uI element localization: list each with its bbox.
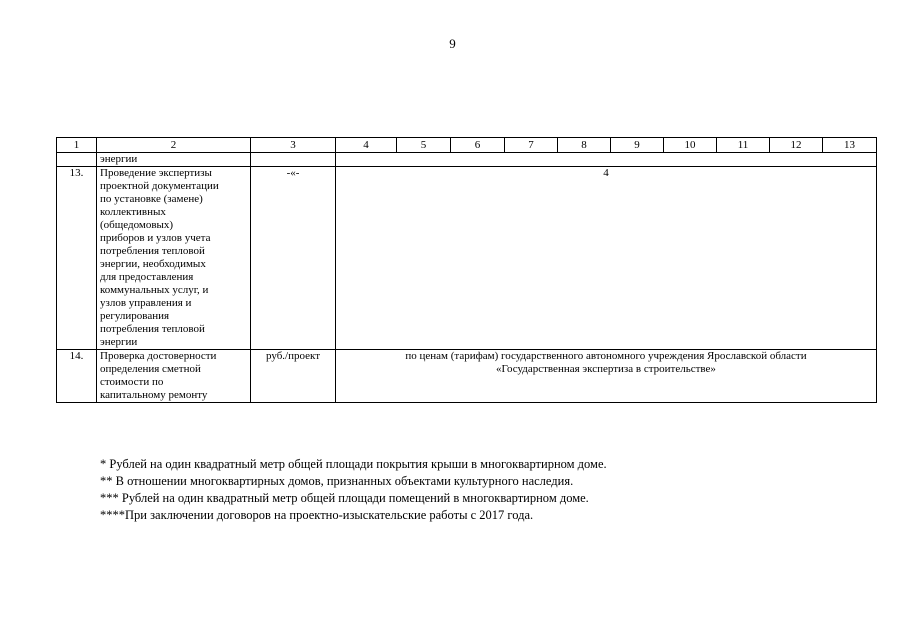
column-header: 1 (57, 138, 97, 153)
footnote: * Рублей на один квадратный метр общей площади покрытия крыши в многоквартирном доме. (100, 457, 607, 471)
column-header: 6 (451, 138, 505, 153)
column-header: 4 (336, 138, 397, 153)
footnote: ** В отношении многоквартирных домов, признанных объектами культурного наследия. (100, 474, 574, 488)
row-number: 14. (57, 350, 97, 403)
description-line: регулирования (100, 310, 170, 322)
column-header: 10 (664, 138, 717, 153)
row-description (97, 350, 251, 403)
description-line: потребления тепловой (100, 245, 205, 257)
description-line: Проведение экспертизы (100, 167, 212, 179)
table-row-14 (57, 350, 877, 403)
row-unit: -«- (251, 167, 336, 350)
description-line: приборов и узлов учета (100, 232, 211, 244)
description-line: для предоставления (100, 271, 194, 283)
page-number: 9 (449, 36, 456, 51)
row-number-cell (57, 153, 97, 167)
row-value (336, 350, 877, 403)
description-line: коллективных (100, 206, 166, 218)
description-line: проектной документации (100, 180, 219, 192)
description-line: определения сметной (100, 363, 201, 375)
description-line: энергии, необходимых (100, 258, 206, 270)
column-header: 2 (97, 138, 251, 153)
footnote: *** Рублей на один квадратный метр общей площади помещений в многоквартирном доме. (100, 491, 589, 505)
description-line: коммунальных услуг, и (100, 284, 209, 296)
description-line: стоимости по (100, 376, 164, 388)
column-header: 5 (397, 138, 451, 153)
row-description: энергии (97, 153, 251, 167)
column-header: 13 (823, 138, 877, 153)
table-row-13 (57, 167, 877, 350)
column-header: 11 (717, 138, 770, 153)
table-header-row (57, 138, 877, 153)
description-line: энергии (100, 336, 138, 348)
column-header: 7 (505, 138, 558, 153)
column-header: 3 (251, 138, 336, 153)
description-line: потребления тепловой (100, 323, 205, 335)
row-value: 4 (336, 167, 877, 350)
value-line: по ценам (тарифам) государственного автономного учреждения Ярославской области (405, 350, 807, 362)
column-header: 9 (611, 138, 664, 153)
description-line: узлов управления и (100, 297, 192, 309)
footnotes (100, 456, 607, 524)
table-row-continuation (57, 153, 877, 167)
description-line: Проверка достоверности (100, 350, 217, 362)
data-table (56, 137, 877, 403)
description-line: (общедомовых) (100, 219, 174, 231)
description-line: по установке (замене) (100, 193, 203, 205)
description-line: капитальному ремонту (100, 389, 208, 401)
row-description (97, 167, 251, 350)
row-number: 13. (57, 167, 97, 350)
row-value-cell (336, 153, 877, 167)
column-header: 8 (558, 138, 611, 153)
footnote: ****При заключении договоров на проектно-изыскательские работы с 2017 года. (100, 508, 534, 522)
row-unit: руб./проект (251, 350, 336, 403)
row-unit-cell (251, 153, 336, 167)
value-line: «Государственная экспертиза в строительстве» (496, 363, 716, 375)
column-header: 12 (770, 138, 823, 153)
